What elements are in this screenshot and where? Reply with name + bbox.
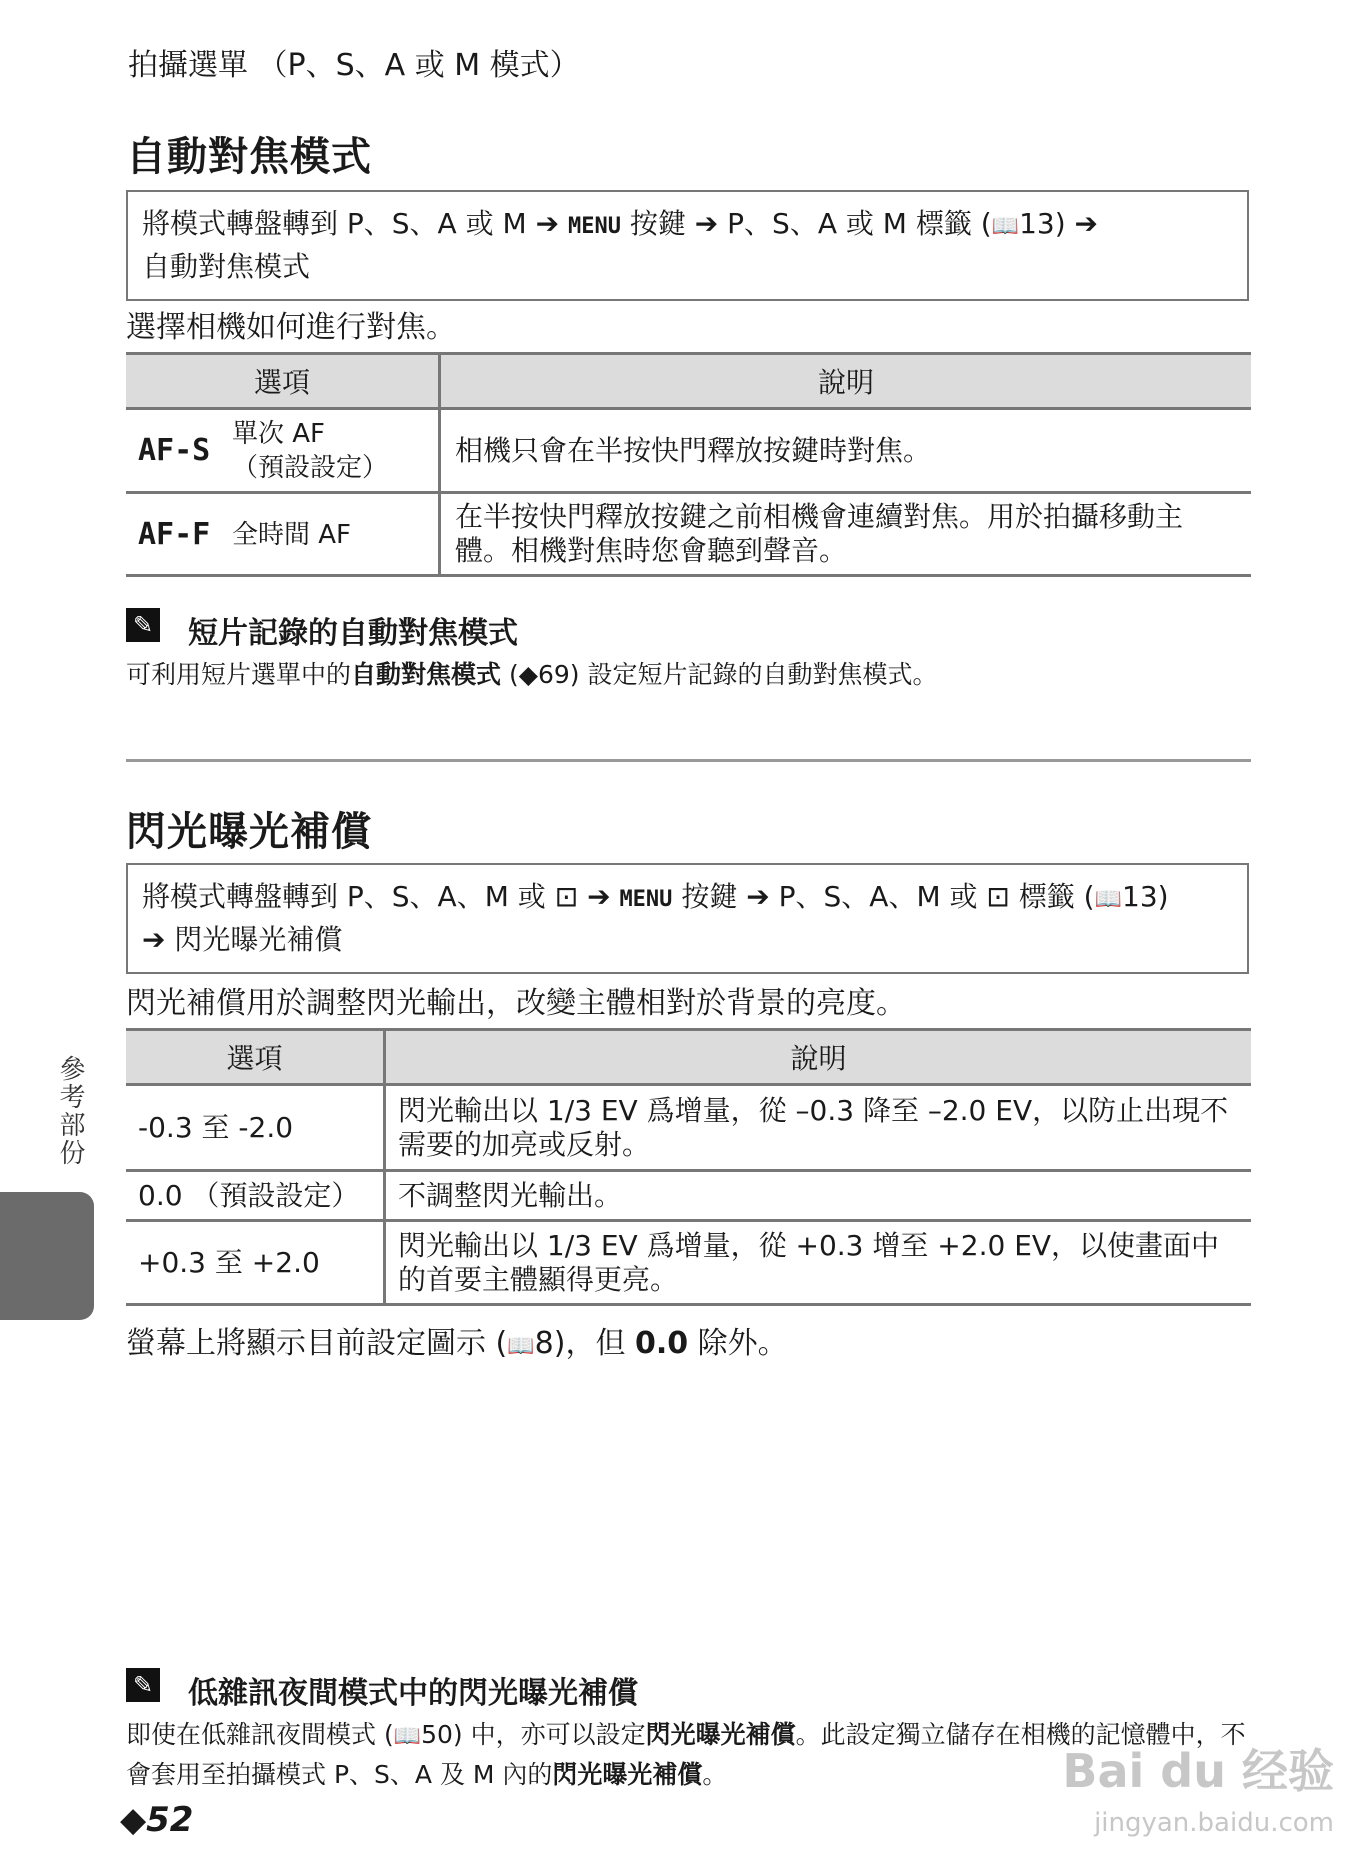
menu-path-text: 將模式轉盤轉到 P、S、A 或 M — [142, 207, 527, 240]
description-cell: 不調整閃光輸出。 — [385, 1171, 1252, 1221]
af-mode-label: 單次 AF — [232, 418, 326, 449]
menu-path-text: 按鍵 — [681, 880, 738, 913]
description-cell: 在半按快門釋放按鍵之前相機會連續對焦。用於拍攝移動主體。相機對焦時您會聽到聲音。 — [440, 493, 1252, 576]
table-header-row — [126, 1030, 1251, 1085]
column-header: 說明 — [440, 354, 1252, 409]
section-intro: 閃光補償用於調整閃光輸出，改變主體相對於背景的亮度。 — [126, 986, 906, 1021]
footer-text: 螢幕上將顯示目前設定圖示 ( — [126, 1326, 508, 1361]
arrow-icon: ➔ — [694, 207, 719, 240]
description-cell: 閃光輸出以 1/3 EV 爲增量，從 +0.3 增至 +2.0 EV，以使畫面中的首要主體顯得更亮。 — [385, 1221, 1252, 1305]
note-emphasis: 自動對焦模式 — [351, 660, 502, 689]
af-mode-name — [232, 417, 388, 485]
table-row — [126, 1085, 1251, 1171]
menu-path-box — [126, 863, 1249, 974]
note-text: 即使在低雜訊夜間模式 ( — [126, 1720, 394, 1749]
table-row — [126, 1171, 1251, 1221]
description-cell: 閃光輸出以 1/3 EV 爲增量，從 –0.3 降至 –2.0 EV，以防止出現不需要的加亮或反射。 — [385, 1085, 1252, 1171]
af-mode-label: 全時間 AF — [232, 519, 352, 550]
column-header: 選項 — [126, 1030, 385, 1085]
autofocus-options-table — [126, 352, 1251, 577]
note-text: 。此設定獨立儲存在相機的記憶體中，不會套用至拍攝模式 P、S、A 及 M 內的 — [126, 1720, 1246, 1789]
table-row — [126, 493, 1251, 576]
section-footer-note — [126, 1318, 788, 1362]
section-intro: 選擇相機如何進行對焦。 — [126, 310, 456, 345]
table-header-row — [126, 354, 1251, 409]
section-divider — [126, 759, 1251, 762]
note-title: 短片記錄的自動對焦模式 — [188, 616, 518, 651]
af-mode-code: AF-F — [138, 516, 211, 552]
column-header: 選項 — [126, 354, 440, 409]
page-ref: 13) — [1019, 207, 1066, 240]
option-cell — [126, 409, 440, 493]
table-row — [126, 1221, 1251, 1305]
menu-path-text: 按鍵 — [629, 207, 686, 240]
page-number: ◆52 — [120, 1800, 194, 1840]
page-ref: 50) 中，亦可以設定 — [421, 1720, 646, 1749]
book-icon: 📖 — [393, 1724, 422, 1749]
menu-path-text: 將模式轉盤轉到 P、S、A、M 或 — [142, 880, 546, 913]
note-emphasis: 閃光曝光補償 — [645, 1720, 796, 1749]
default-setting-label: （預設設定） — [232, 452, 389, 483]
option-cell: -0.3 至 -2.0 — [126, 1085, 385, 1171]
breadcrumb: 拍攝選單 （P、S、A 或 M 模式） — [128, 48, 580, 83]
book-icon: 📖 — [1094, 887, 1123, 912]
page-ref: 13) — [1122, 880, 1169, 913]
section-title-autofocus: 自動對焦模式 — [126, 134, 372, 180]
menu-keyword: MENU — [567, 214, 621, 239]
book-icon: 📖 — [991, 214, 1020, 239]
arrow-icon: ➔ — [1074, 207, 1098, 240]
option-cell: +0.3 至 +2.0 — [126, 1221, 385, 1305]
description-cell: 相機只會在半按快門釋放按鍵時對焦。 — [440, 409, 1252, 493]
arrow-icon: ➔ — [746, 880, 770, 913]
note-pencil-icon: ✎ — [126, 1668, 160, 1702]
column-header: 說明 — [385, 1030, 1252, 1085]
page-ref: 8)，但 — [534, 1326, 635, 1361]
side-tab-label: 參考部份 — [55, 1055, 85, 1167]
table-row — [126, 409, 1251, 493]
menu-keyword: MENU — [619, 887, 673, 912]
side-tab-marker — [0, 1192, 94, 1320]
arrow-icon: ➔ — [535, 207, 560, 240]
option-cell — [126, 493, 440, 576]
arrow-icon: ➔ — [142, 923, 166, 956]
note-body — [126, 656, 1256, 694]
section-title-flash-comp: 閃光曝光補償 — [126, 809, 372, 855]
movie-mode-icon: ⊡ — [986, 880, 1010, 913]
menu-path-text: 閃光曝光補償 — [174, 923, 343, 956]
movie-mode-icon: ⊡ — [554, 880, 579, 913]
watermark-logo: Bai du 经验 — [1062, 1744, 1334, 1798]
arrow-icon: ➔ — [587, 880, 611, 913]
menu-path-text: 自動對焦模式 — [142, 250, 311, 283]
menu-path-text: P、S、A 或 M 標籤 ( — [727, 207, 992, 240]
note-emphasis: 閃光曝光補償 — [552, 1760, 703, 1789]
footer-emphasis: 0.0 — [634, 1326, 689, 1361]
watermark-url: jingyan.baidu.com — [1094, 1808, 1334, 1838]
book-icon: 📖 — [507, 1334, 535, 1359]
note-text: 可利用短片選單中的 — [126, 660, 352, 689]
menu-path-box — [126, 190, 1249, 301]
note-title: 低雜訊夜間模式中的閃光曝光補償 — [188, 1676, 638, 1711]
option-cell: 0.0 （預設設定） — [126, 1171, 385, 1221]
note-text: 設定短片記錄的自動對焦模式。 — [587, 660, 938, 689]
af-mode-code: AF-S — [138, 432, 211, 468]
menu-path-text: 標籤 ( — [1018, 880, 1095, 913]
page-ref: (◆69) — [501, 660, 588, 689]
note-text: 。 — [702, 1760, 728, 1789]
menu-path-text: P、S、A、M 或 — [778, 880, 978, 913]
flash-comp-options-table — [126, 1028, 1251, 1306]
footer-text: 除外。 — [688, 1326, 788, 1361]
note-pencil-icon: ✎ — [126, 608, 160, 642]
